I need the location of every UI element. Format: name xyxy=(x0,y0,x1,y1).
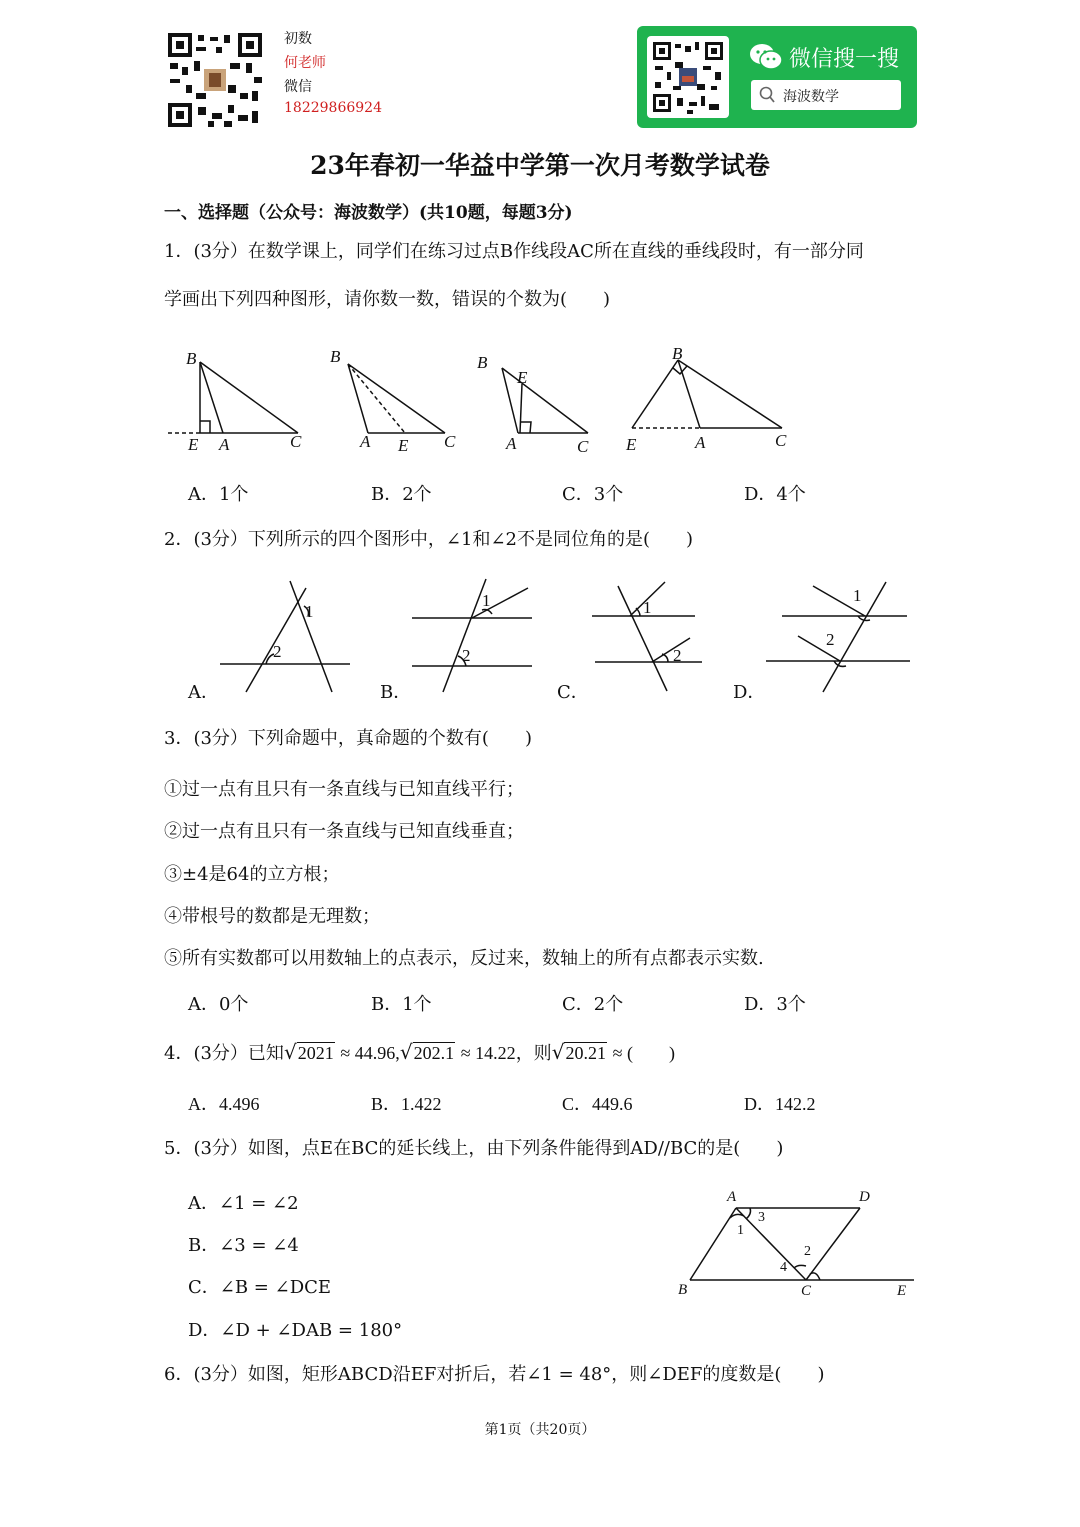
q1-fig3-label-b: B xyxy=(477,353,488,372)
q1-fig3-label-e: E xyxy=(517,368,528,387)
q2-option-a[interactable]: A． xyxy=(188,682,219,703)
wechat-search-icon xyxy=(749,42,783,72)
sqrt-icon: √ xyxy=(551,1040,565,1064)
q5-option-d[interactable]: D．∠D + ∠DAB = 180° xyxy=(188,1320,403,1341)
contact-line-2: 何老师 xyxy=(284,55,326,71)
q1-fig1-label-e: E xyxy=(188,435,199,454)
q5-option-c[interactable]: C．∠B = ∠DCE xyxy=(188,1277,332,1298)
q2-option-b[interactable]: B． xyxy=(380,682,412,703)
qr-code-left xyxy=(168,33,262,127)
q2-a-angle-2: 2 xyxy=(273,642,282,661)
q3-option-c[interactable]: C．2个 xyxy=(562,994,624,1015)
q4-value-2: ≈ 14.22 xyxy=(460,1043,516,1063)
q2-c-angle-1: 1 xyxy=(643,598,652,617)
q3-statement-5: ⑤所有实数都可以用数轴上的点表示，反过来，数轴上的所有点都表示实数. xyxy=(164,948,764,969)
q5-figure xyxy=(670,1190,920,1300)
q5-label-e: E xyxy=(897,1283,907,1299)
q5-angle-4: 4 xyxy=(780,1260,787,1275)
q3-text: 3．(3分）下列命题中，真命题的个数有( ) xyxy=(164,728,532,749)
q5-angle-1: 1 xyxy=(737,1223,744,1238)
q3-statement-2: ②过一点有且只有一条直线与已知直线垂直； xyxy=(164,821,524,842)
q5-text: 5．(3分）如图，点E在BC的延长线上，由下列条件能得到AD//BC的是( ) xyxy=(164,1138,784,1159)
search-text: 海波数学 xyxy=(783,89,839,105)
q1-figures xyxy=(160,340,820,460)
q3-statement-3: ③±4是64的立方根； xyxy=(164,864,340,885)
q1-fig4-label-e: E xyxy=(626,435,637,454)
q3-statement-1: ①过一点有且只有一条直线与已知直线平行； xyxy=(164,779,524,800)
q1-line1: 1．(3分）在数学课上，同学们在练习过点B作线段AC所在直线的垂线段时，有一部分同 xyxy=(164,241,864,262)
q2-text: 2．(3分）下列所示的四个图形中，∠1和∠2不是同位角的是( ) xyxy=(164,529,694,550)
q1-fig2-label-b: B xyxy=(330,347,341,366)
q1-fig1-label-c: C xyxy=(290,432,302,451)
q6-text: 6．(3分）如图，矩形ABCD沿EF对折后，若∠1 = 48°，则∠DEF的度数是( ) xyxy=(164,1364,825,1385)
q5-angle-3: 3 xyxy=(758,1210,765,1225)
q5-option-b[interactable]: B．∠3 = ∠4 xyxy=(188,1235,299,1256)
q1-fig4-label-b: B xyxy=(672,344,683,363)
q1-option-c[interactable]: C．3个 xyxy=(562,484,624,505)
q2-a-angle-1: 1 xyxy=(305,602,314,621)
search-icon xyxy=(759,86,775,104)
q2-d-angle-1: 1 xyxy=(853,586,862,605)
q5-option-a[interactable]: A．∠1 = ∠2 xyxy=(188,1193,299,1214)
sqrt-icon: √ xyxy=(283,1040,297,1064)
page-title: 23年春初一华益中学第一次月考数学试卷 xyxy=(310,151,770,180)
wechat-search-title: 微信搜一搜 xyxy=(789,47,900,72)
q4-prefix: 4．(3分）已知 xyxy=(164,1043,284,1064)
q5-label-d: D xyxy=(859,1189,870,1205)
qr-code-right xyxy=(647,36,729,118)
q3-option-d[interactable]: D．3个 xyxy=(744,994,806,1015)
q1-fig3-label-c: C xyxy=(577,437,589,456)
wechat-search-banner[interactable] xyxy=(637,26,917,128)
q4-radicand-2: 202.1 xyxy=(413,1043,455,1063)
q2-c-angle-2: 2 xyxy=(673,646,682,665)
q2-option-d[interactable]: D． xyxy=(733,682,766,703)
q1-option-d[interactable]: D．4个 xyxy=(744,484,806,505)
section-heading: 一、选择题（公众号：海波数学）(共10题，每题3分) xyxy=(164,203,573,223)
q1-fig1-label-a: A xyxy=(219,435,230,454)
q4-option-d[interactable]: D．142.2 xyxy=(744,1094,816,1114)
q2-b-angle-2: 2 xyxy=(462,646,471,665)
q1-fig1-label-b: B xyxy=(186,349,197,368)
q3-option-a[interactable]: A．0个 xyxy=(188,994,249,1015)
q4-option-a[interactable]: A．4.496 xyxy=(188,1094,260,1114)
q1-fig2-label-a: A xyxy=(360,432,371,451)
q2-d-angle-2: 2 xyxy=(826,630,835,649)
q5-label-b: B xyxy=(678,1282,688,1298)
q4-value-3: ≈ ( ) xyxy=(612,1043,676,1063)
q4-value-1: ≈ 44.96, xyxy=(340,1043,400,1063)
q4-option-c[interactable]: C．449.6 xyxy=(562,1094,633,1114)
q1-line2: 学画出下列四种图形，请你数一数，错误的个数为( ) xyxy=(164,289,611,310)
page-footer: 第1页（共20页） xyxy=(484,1422,596,1438)
q3-statement-4: ④带根号的数都是无理数； xyxy=(164,906,380,927)
q4-option-b[interactable]: B．1.422 xyxy=(371,1094,442,1114)
contact-line-1: 初数 xyxy=(284,31,312,47)
q1-fig4-label-c: C xyxy=(775,431,787,450)
q1-option-b[interactable]: B．2个 xyxy=(371,484,432,505)
q5-label-c: C xyxy=(801,1283,812,1299)
q1-option-a[interactable]: A．1个 xyxy=(188,484,249,505)
q1-fig3-label-a: A xyxy=(506,434,517,453)
q1-fig2-label-e: E xyxy=(398,436,409,455)
q2-b-angle-1: 1 xyxy=(482,591,491,610)
q1-fig4-label-a: A xyxy=(695,433,706,452)
q4-radicand-3: 20.21 xyxy=(565,1043,606,1063)
q5-label-a: A xyxy=(727,1189,737,1205)
q4-radicand-1: 2021 xyxy=(297,1043,334,1063)
contact-line-3: 微信 xyxy=(284,79,312,95)
q4-mid: ，则 xyxy=(515,1043,552,1064)
contact-phone: 18229866924 xyxy=(284,100,382,116)
search-box[interactable] xyxy=(751,80,901,110)
q5-angle-2: 2 xyxy=(804,1244,811,1259)
q1-fig2-label-c: C xyxy=(444,432,456,451)
q3-option-b[interactable]: B．1个 xyxy=(371,994,432,1015)
q2-option-c[interactable]: C． xyxy=(557,682,589,703)
q4-text xyxy=(164,1040,675,1066)
sqrt-icon: √ xyxy=(399,1040,413,1064)
